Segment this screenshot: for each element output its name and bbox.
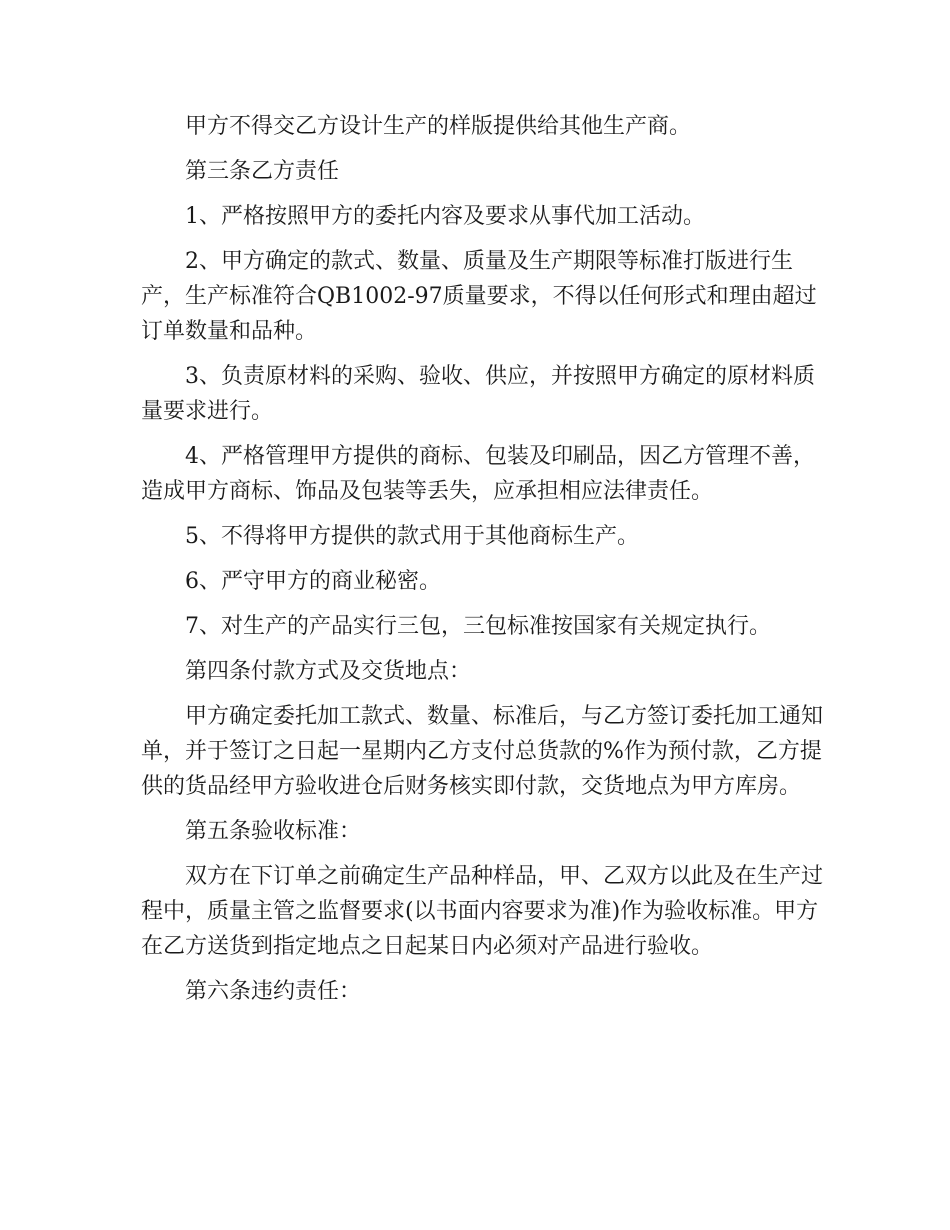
paragraph-acceptance-standard: 双方在下订单之前确定生产品种样品，甲、乙双方以此及在生产过程中，质量主管之监督要求(以书面内容要求为准)作为验收标准。甲方在乙方送货到指定地点之日起某日内必须对产品进行验收。 — [141, 864, 824, 959]
paragraph-item-1: 1、严格按照甲方的委托内容及要求从事代加工活动。 — [185, 204, 705, 229]
paragraph-supplier-sample-clause: 甲方不得交乙方设计生产的样版提供给其他生产商。 — [185, 114, 692, 139]
paragraph-item-6: 6、严守甲方的商业秘密。 — [185, 569, 441, 594]
heading-article-3: 第三条乙方责任 — [185, 159, 340, 184]
document-body — [141, 109, 831, 1019]
heading-article-4: 第四条付款方式及交货地点： — [185, 659, 472, 684]
paragraph-payment-terms: 甲方确定委托加工款式、数量、标准后，与乙方签订委托加工通知单，并于签订之日起一星期内乙方支付总货款的%作为预付款，乙方提供的货品经甲方验收进仓后财务核实即付款，交货地点为甲方库房。 — [141, 704, 824, 799]
paragraph-item-7: 7、对生产的产品实行三包，三包标准按国家有关规定执行。 — [185, 614, 771, 639]
paragraph-item-3: 3、负责原材料的采购、验收、供应，并按照甲方确定的原材料质量要求进行。 — [141, 364, 815, 424]
paragraph-item-2: 2、甲方确定的款式、数量、质量及生产期限等标准打版进行生产，生产标准符合QB1002-97质量要求，不得以任何形式和理由超过订单数量和品种。 — [141, 249, 817, 344]
paragraph-item-5: 5、不得将甲方提供的款式用于其他商标生产。 — [185, 524, 639, 549]
heading-article-5: 第五条验收标准： — [185, 819, 362, 844]
heading-article-6: 第六条违约责任： — [185, 979, 362, 1004]
paragraph-item-4: 4、严格管理甲方提供的商标、包装及印刷品，因乙方管理不善，造成甲方商标、饰品及包装等丢失，应承担相应法律责任。 — [141, 444, 815, 504]
